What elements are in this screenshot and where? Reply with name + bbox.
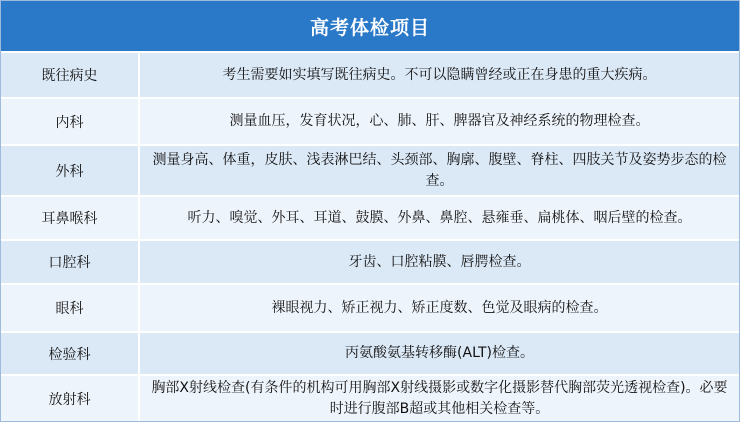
table-row xyxy=(1,197,739,241)
category-cell: 既往病史 xyxy=(1,53,140,97)
table-row xyxy=(1,333,739,376)
table-row xyxy=(1,146,739,197)
description-cell: 听力、嗅觉、外耳、耳道、鼓膜、外鼻、鼻腔、悬雍垂、扁桃体、咽后壁的检查。 xyxy=(187,209,692,226)
category-cell: 眼科 xyxy=(1,285,140,331)
category-cell: 口腔科 xyxy=(1,241,140,283)
table-row xyxy=(1,241,739,285)
description-cell: 牙齿、口腔粘膜、唇腭检查。 xyxy=(348,253,531,270)
table-row xyxy=(1,285,739,333)
description-cell: 胸部X射线检查(有条件的机构可用胸部X射线摄影或数字化摄影替代胸部荧光透视检查)。必要时进行腹部B超或其他相关检查等。 xyxy=(151,379,728,417)
description-cell: 测量身高、体重，皮肤、浅表淋巴结、头颈部、胸廓、腹壁、脊柱、四肢关节及姿势步态的检查。 xyxy=(152,151,727,189)
table-title: 高考体检项目 xyxy=(1,1,739,53)
description-cell: 测量血压，发育状况，心、肺、肝、脾器官及神经系统的物理检查。 xyxy=(229,113,650,129)
description-cell: 裸眼视力、矫正视力、矫正度数、色觉及眼病的检查。 xyxy=(271,299,608,316)
table-row xyxy=(1,99,739,146)
category-cell: 放射科 xyxy=(1,376,140,421)
category-cell: 内科 xyxy=(1,99,140,144)
description-cell: 考生需要如实填写既往病史。不可以隐瞒曾经或正在身患的重大疾病。 xyxy=(222,66,657,83)
category-cell: 外科 xyxy=(1,146,140,195)
description-cell: 丙氨酸氨基转移酶(ALT)检查。 xyxy=(345,345,534,361)
exam-table xyxy=(1,53,739,421)
category-cell: 检验科 xyxy=(1,333,140,374)
table-row xyxy=(1,376,739,421)
table-row xyxy=(1,53,739,99)
category-cell: 耳鼻喉科 xyxy=(1,197,140,239)
